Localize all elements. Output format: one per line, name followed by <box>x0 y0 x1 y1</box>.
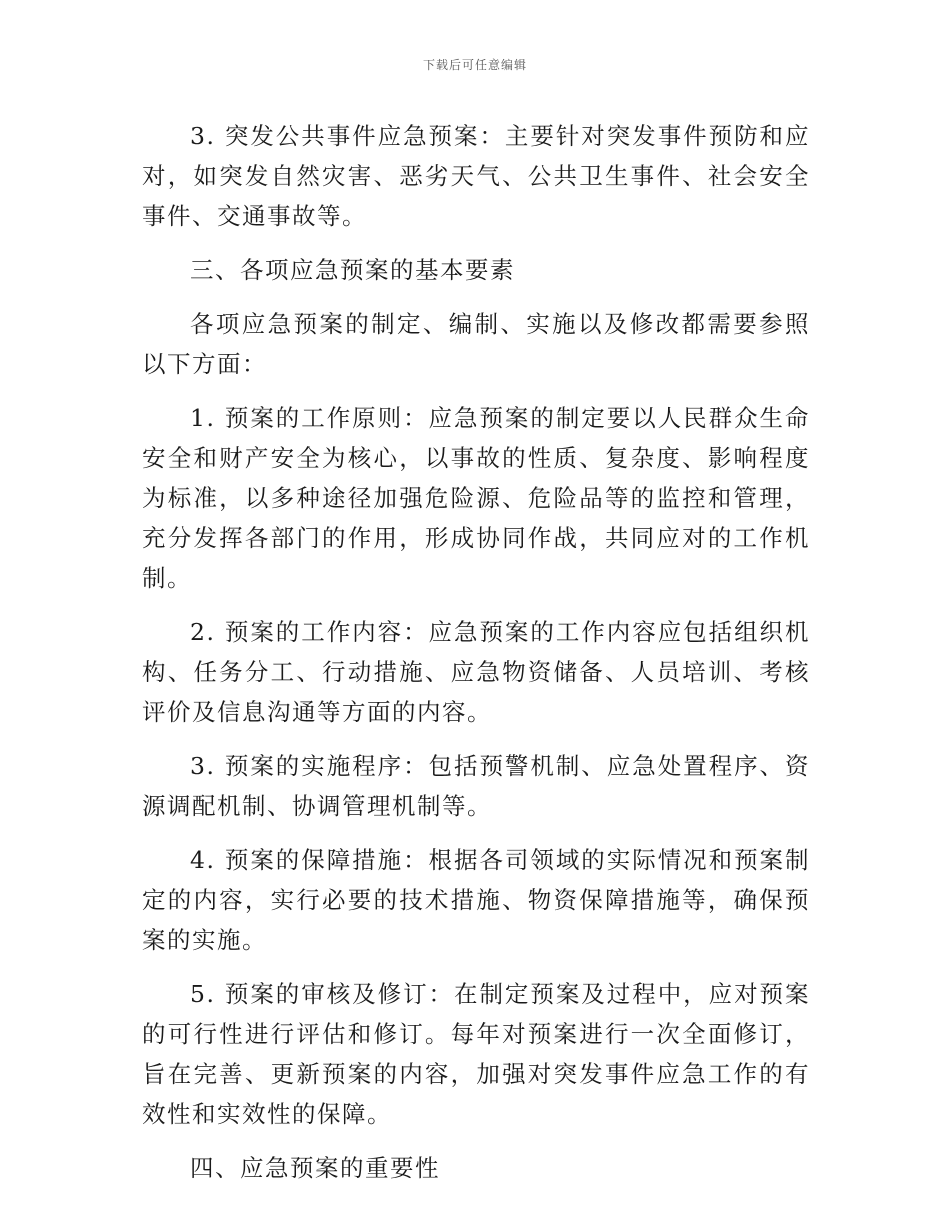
paragraph-review-revision: 5. 预案的审核及修订：在制定预案及过程中，应对预案的可行性进行评估和修订。每年对预案进行一次全面修订，旨在完善、更新预案的内容，加强对突发事件应急工作的有效性和实效性的保障。 <box>142 980 810 1128</box>
section-heading-basic-elements: 三、各项应急预案的基本要素 <box>190 256 515 284</box>
paragraph-work-principles: 1. 预案的工作原则：应急预案的制定要以人民群众生命安全和财产安全为核心，以事故的性质、复杂度、影响程度为标准，以多种途径加强危险源、危险品等的监控和管理，充分发挥各部门的作用，形成协同作战，共同应对的工作机制。 <box>142 404 810 592</box>
paragraph-implementation-procedure: 3. 预案的实施程序：包括预警机制、应急处置程序、资源调配机制、协调管理机制等。 <box>142 752 810 820</box>
section-heading-importance: 四、应急预案的重要性 <box>190 1154 440 1182</box>
page-header: 下载后可任意编辑 <box>422 58 527 72</box>
paragraph-intro-elements: 各项应急预案的制定、编制、实施以及修改都需要参照以下方面： <box>142 310 810 378</box>
paragraph-work-content: 2. 预案的工作内容：应急预案的工作内容应包括组织机构、任务分工、行动措施、应急物资储备、人员培训、考核评价及信息沟通等方面的内容。 <box>142 618 810 726</box>
paragraph-safeguard-measures: 4. 预案的保障措施：根据各司领域的实际情况和预案制定的内容，实行必要的技术措施、物资保障措施等，确保预案的实施。 <box>142 846 810 954</box>
document-body <box>142 116 810 1202</box>
paragraph-emergency-public-events: 3. 突发公共事件应急预案：主要针对突发事件预防和应对，如突发自然灾害、恶劣天气、公共卫生事件、社会安全事件、交通事故等。 <box>142 122 810 230</box>
